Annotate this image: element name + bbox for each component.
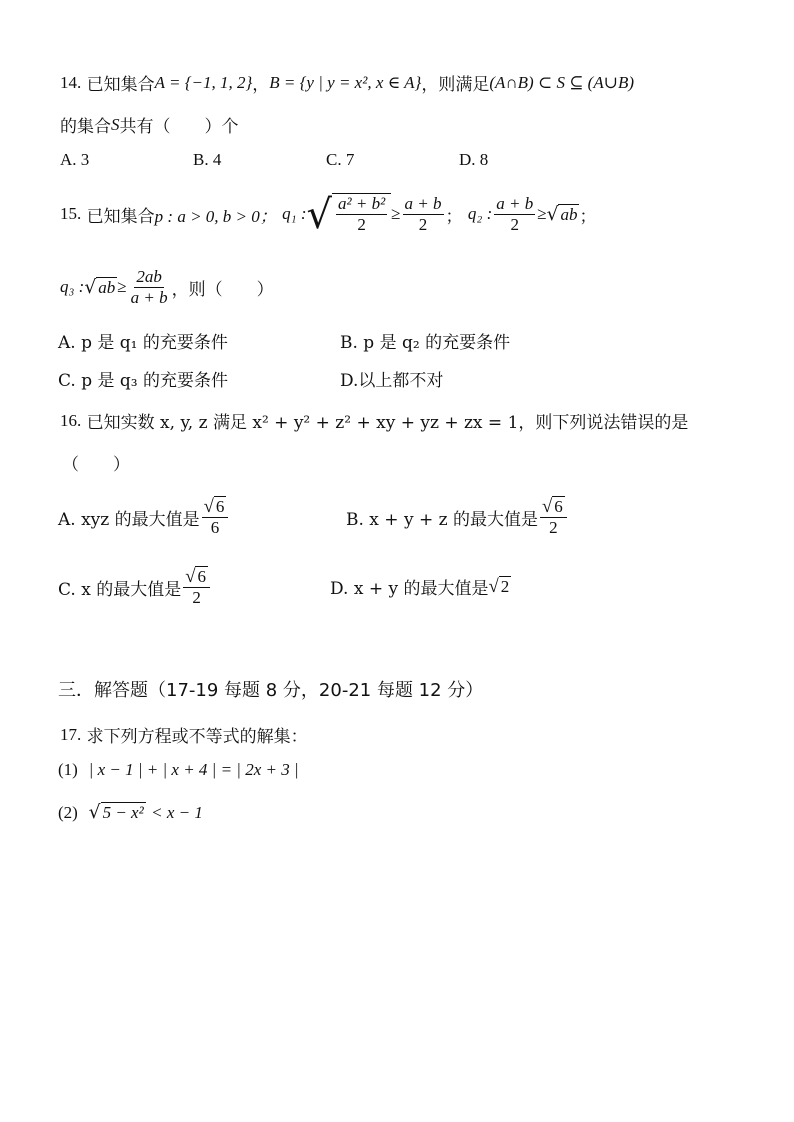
q14-relation: (A∩B) ⊂ S ⊆ (A∪B): [489, 72, 635, 92]
q16-line2: [62, 450, 130, 475]
q14-stem-b: ，则满足: [421, 75, 490, 95]
q16-option-a-frac: √ 6 6: [202, 496, 229, 537]
q14-set-b: B = {y | y = x², x ∈ A}: [269, 72, 422, 92]
q15-q3-frac: $\frac{2ab}{a + b}$: [130, 266, 168, 307]
q15-option-a[interactable]: A. p 是 q₁ 的充要条件: [58, 333, 228, 353]
section3-title: 三．解答题（17-19 每题 8 分，20-21 每题 12 分）: [58, 680, 484, 701]
q15-q1-label: q₁ :: [282, 204, 307, 223]
q16-option-d[interactable]: [330, 574, 511, 599]
q14-line1: 14. 已知集合 A = {−1, 1, 2} ， B = {y | y = x², x ∈ A} ，则满足 (A∩B) ⊂ S ⊆ (A∪B): [60, 70, 634, 95]
q16-line1: [60, 408, 688, 433]
q14-options: [60, 150, 488, 170]
q14-option-a[interactable]: A. 3: [60, 150, 90, 169]
q16-option-b-frac: √ 6 2: [540, 496, 567, 537]
q15-q1-sqrt: √ $\frac{\text{a² + b²}}{2}$: [307, 193, 392, 234]
q15-q1-frac-right: $\frac{a + b}{2}$: [404, 193, 442, 234]
q14-stem-a: 已知集合: [86, 75, 155, 95]
q16-option-d-sqrt: √ 2: [488, 576, 510, 598]
q16-paren: （ ）: [62, 455, 130, 475]
q17-number: 17.: [60, 724, 82, 744]
q15-q2-geq: ≥: [537, 204, 547, 223]
q17-stem: 求下列方程或不等式的解集：: [86, 727, 308, 747]
q15-option-b[interactable]: B. p 是 q₂ 的充要条件: [340, 333, 511, 353]
q14-set-a: A = {−1, 1, 2}: [154, 72, 253, 92]
q16-option-b-text: B. x + y + z 的最大值是: [346, 509, 538, 530]
q14-line2: [60, 112, 239, 137]
q16-stem: 已知实数 x, y, z 满足 x² + y² + z² + xy + yz + zx = 1，则下列说法错误的是: [86, 413, 689, 433]
q16-option-b[interactable]: [346, 490, 569, 544]
q14-stem-d: 共有（ ）个: [119, 117, 239, 137]
q17-part1-expr: | x − 1 | + | x + 4 | = | 2x + 3 |: [88, 760, 299, 779]
q17-part2-rest: < x − 1: [151, 802, 203, 822]
q15-line1: [60, 186, 596, 242]
q15-options-row2: [58, 366, 443, 391]
q15-q1-geq: ≥: [391, 204, 401, 223]
q15-sep-2: ；: [579, 206, 597, 227]
q15-stem: 已知集合: [86, 206, 155, 227]
q16-option-a[interactable]: [58, 490, 230, 544]
q16-option-d-text: D. x + y 的最大值是: [330, 579, 489, 599]
q17-part1: [58, 760, 299, 780]
q14-var-s: S: [111, 114, 120, 134]
q15-line2: [60, 260, 274, 314]
q14-number: 14.: [60, 72, 82, 92]
q14-option-c[interactable]: C. 7: [326, 150, 355, 169]
q17-part1-label: (1): [58, 760, 78, 779]
q15-q2-sqrt: √ ab: [546, 203, 578, 225]
q15-q3-sqrt: √ ab: [84, 276, 116, 298]
q15-q1-frac-left: $\frac{\text{a² + b²}}{2}$: [338, 194, 386, 234]
q15-option-c[interactable]: C. p 是 q₃ 的充要条件: [58, 371, 228, 391]
q15-sep-1: ；: [445, 206, 463, 227]
q15-options-row1: [58, 328, 510, 353]
q17-part2: [58, 802, 203, 823]
q17-part2-sqrt: √ 5 − x²: [88, 802, 144, 824]
q15-q3-label: q₃ :: [60, 277, 85, 296]
q16-option-c[interactable]: [58, 560, 212, 614]
q15-tail: ，则（ ）: [171, 279, 274, 300]
q16-option-c-frac: √ 6 2: [183, 566, 210, 607]
q15-option-d[interactable]: D.以上都不对: [340, 371, 444, 391]
q16-option-c-text: C. x 的最大值是: [58, 579, 182, 600]
q16-number: 16.: [60, 410, 82, 430]
q14-option-b[interactable]: B. 4: [193, 150, 222, 169]
q15-q2-label: q₂ :: [467, 204, 493, 223]
q14-stem-c: 的集合: [60, 117, 111, 137]
q15-q3-geq: ≥: [117, 277, 127, 296]
q14-option-d[interactable]: D. 8: [459, 150, 489, 169]
q15-p-def: p : a > 0, b > 0；: [154, 206, 277, 226]
q17-line1: [60, 722, 308, 747]
q15-number: 15.: [60, 204, 82, 223]
q17-part2-label: (2): [58, 802, 78, 822]
q15-q2-frac: $\frac{a + b}{2}$: [496, 193, 534, 234]
q16-option-a-text: A. xyz 的最大值是: [58, 509, 200, 530]
